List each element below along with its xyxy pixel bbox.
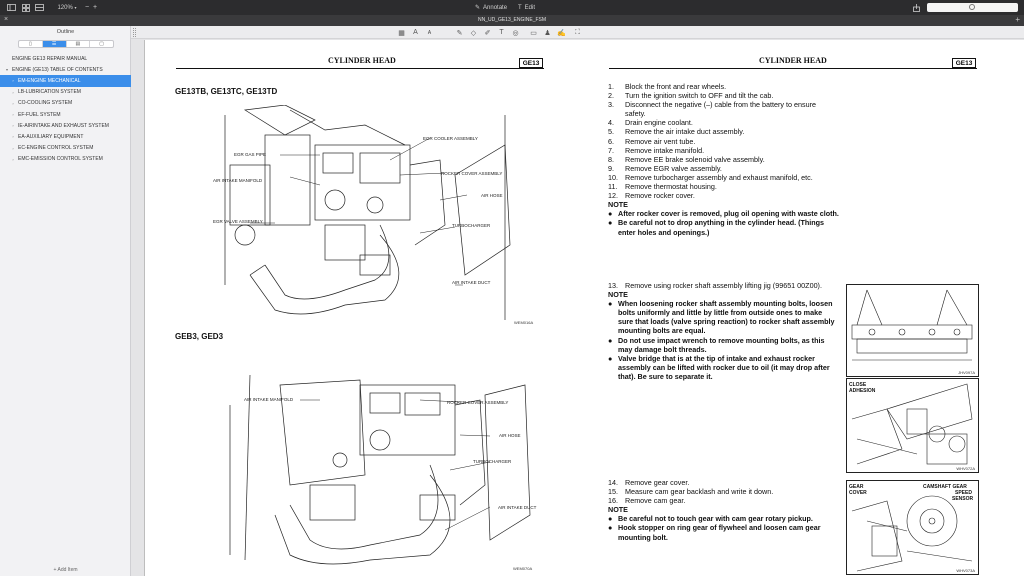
procedure-step (608, 182, 843, 191)
note-text: After rocker cover is removed, plug oil opening with waste cloth. (618, 209, 839, 219)
procedure-step (608, 82, 843, 91)
procedure-step (608, 137, 843, 146)
outline-item-label: ENGINE GE13 REPAIR MANUAL (12, 55, 88, 62)
step-number: 9. (608, 163, 614, 173)
outline-item-label: ENGINE (GE13) TABLE OF CONTENTS (12, 66, 103, 73)
outline-item-label: IE-AIRINTAKE AND EXHAUST SYSTEM (18, 122, 109, 129)
step-text: Remove turbocharger assembly and exhaust manifold, etc. (625, 172, 813, 182)
outline-item-label: EF-FUEL SYSTEM (18, 111, 61, 118)
step-text: Remove intake manifold. (625, 145, 705, 155)
outline-item[interactable] (0, 98, 131, 109)
chevron-icon[interactable]: › (12, 112, 14, 118)
note-label: NOTE (608, 200, 628, 210)
step-text: Remove rocker cover. (625, 191, 695, 201)
left-heading-rule (176, 68, 544, 69)
lifting-jig-figure (846, 284, 979, 377)
note-item (608, 299, 836, 335)
top-toolbar (0, 0, 1024, 15)
step-number: 2. (608, 91, 614, 101)
fig-label: SENSOR (952, 496, 974, 502)
pen-icon[interactable]: ✐ (484, 29, 491, 37)
document-view[interactable] (131, 39, 1024, 576)
annotation-toolbar (131, 26, 1024, 39)
font-icon[interactable]: A (413, 29, 418, 36)
note-item (608, 523, 838, 541)
step-text: Remove gear cover. (625, 478, 690, 487)
step-text: Remove EE brake solenoid valve assembly. (625, 154, 765, 164)
fig-tag: WHV073A (956, 568, 975, 573)
step-text: Remove thermostat housing. (625, 182, 717, 192)
fig1-label: AIR INTAKE DUCT (452, 280, 491, 285)
note-item (608, 209, 843, 218)
model-heading-a: GE13TB, GE13TC, GE13TD (175, 87, 278, 96)
note-item (608, 218, 843, 236)
pdf-page (144, 40, 1024, 576)
signature-icon[interactable]: ✍ (557, 29, 566, 37)
bullet-icon: ● (608, 209, 613, 219)
procedure-step (608, 173, 843, 182)
model-heading-b: GEB3, GED3 (175, 332, 224, 341)
procedure-step (608, 146, 843, 155)
procedure-steps-b (608, 281, 836, 381)
bullet-icon: ● (608, 335, 613, 345)
fig2-tag: WEM070A (513, 566, 533, 571)
step-number: 13. (608, 281, 618, 290)
text-box-icon[interactable]: T (499, 29, 504, 36)
step-number: 3. (608, 100, 614, 110)
step-number: 4. (608, 118, 614, 128)
step-text: Remove EGR valve assembly. (625, 163, 722, 173)
search-input[interactable] (927, 3, 1018, 12)
outline-item-label: LB-LUBRICATION SYSTEM (18, 89, 81, 96)
crop-icon[interactable]: ⛶ (575, 28, 580, 36)
left-section-badge: GE13 (519, 58, 543, 68)
comment-icon[interactable]: ▭ (530, 29, 537, 37)
highlight-text-icon[interactable]: ᴀ (427, 29, 432, 36)
fig2-label: TURBOCHARGER (473, 459, 512, 464)
outline-list (0, 53, 131, 165)
document-title: NN_UD_GE13_ENGINE_FSM (477, 17, 547, 23)
chevron-icon[interactable]: › (12, 145, 14, 151)
outline-item-label: EC-ENGINE CONTROL SYSTEM (18, 145, 94, 152)
outline-item[interactable] (0, 143, 131, 154)
fig-label: GEAR (849, 484, 864, 490)
grid-view-icon[interactable] (21, 3, 31, 12)
left-page-heading: CYLINDER HEAD (328, 56, 396, 65)
step-number: 15. (608, 487, 618, 497)
step-number: 5. (608, 127, 614, 137)
step-number: 10. (608, 172, 618, 182)
document-tab-bar (0, 15, 1024, 26)
outline-item-label: CO-COOLING SYSTEM (18, 100, 73, 107)
chevron-down-icon: ▾ (74, 5, 77, 10)
fig1-label: EGR GAS PIPE (234, 152, 267, 157)
text-select-icon[interactable]: ▦ (398, 29, 405, 37)
procedure-step (608, 496, 838, 505)
close-icon[interactable]: × (4, 16, 9, 23)
note-item (608, 354, 836, 381)
annotations-icon[interactable]: ▤ (67, 41, 91, 47)
outline-item[interactable] (0, 87, 131, 98)
outline-item[interactable] (0, 154, 131, 165)
fig1-label: AIR INTAKE MANIFOLD (213, 178, 263, 183)
new-tab-icon[interactable]: + (1015, 15, 1020, 24)
pen-icon: ✎ (475, 5, 481, 11)
step-number: 6. (608, 136, 614, 146)
procedure-step (608, 91, 843, 100)
bullet-icon: ● (608, 523, 613, 533)
outline-item[interactable] (0, 64, 131, 75)
fig2-label: AIR INTAKE DUCT (498, 505, 537, 510)
note-label: NOTE (608, 505, 628, 515)
procedure-step (608, 100, 843, 109)
note-text: Valve bridge that is at the tip of intake and exhaust rocker assembly can be lifted with rocker due to oil (it may drop after that). Be sure to separate it. (618, 353, 830, 381)
chevron-icon[interactable]: › (12, 100, 14, 106)
gear-cover-figure (846, 480, 979, 575)
step-text: Remove cam gear. (625, 496, 686, 506)
page-view-icon[interactable] (34, 3, 44, 12)
outline-item-label: EM-ENGINE MECHANICAL (18, 77, 81, 84)
fig-label: ADHESION (849, 388, 876, 394)
procedure-step (608, 127, 843, 136)
step-number (608, 109, 625, 118)
sidebar-header: Outline (56, 29, 75, 35)
zoom-in-button[interactable]: + (92, 4, 98, 11)
fig2-label: ROCKER COVER ASSEMBLY (447, 400, 509, 405)
edit-button[interactable]: T Edit (518, 4, 536, 11)
procedure-step (608, 164, 843, 173)
fig-label: CAMSHAFT GEAR (923, 484, 967, 490)
outline-list-icon[interactable]: ☰ (43, 41, 67, 47)
bullet-icon: ● (608, 514, 613, 524)
procedure-step (608, 191, 843, 200)
outline-item[interactable] (0, 131, 131, 142)
fig1-label: EGR COOLER ASSEMBLY (423, 136, 478, 141)
step-number: 11. (608, 182, 618, 192)
chevron-icon[interactable]: ▾ (5, 67, 8, 73)
sidebar-view-switcher (18, 40, 114, 48)
fig1-label: TURBOCHARGER (452, 223, 491, 228)
outline-item-label: EMC-EMISSION CONTROL SYSTEM (18, 156, 103, 163)
note-text: When loosening rocker shaft assembly mounting bolts, loosen bolts uniformly and little by little from outside ones to make sure that loads (valve spring reaction) to rocker shaft assembly mounting bolts are equal. (618, 299, 835, 336)
procedure-step (608, 118, 843, 127)
outline-item[interactable] (0, 109, 131, 120)
step-text: Drain engine coolant. (625, 118, 693, 128)
bookmark-icon[interactable]: ▯ (19, 41, 43, 47)
procedure-step (608, 487, 838, 496)
drag-handle[interactable] (133, 28, 136, 37)
fig1-label: AIR HOSE (481, 193, 503, 198)
bullet-icon: ● (608, 353, 613, 363)
sidebar-toggle-icon[interactable] (6, 3, 16, 12)
chevron-icon[interactable]: › (12, 123, 14, 129)
zoom-out-button[interactable]: − (84, 4, 90, 11)
annotate-button[interactable]: ✎ Annotate (475, 4, 508, 11)
chevron-icon[interactable]: › (12, 134, 14, 140)
bullet-icon: ● (608, 218, 613, 228)
fig1-label: EGR VALVE ASSEMBLY (213, 219, 263, 224)
step-number: 7. (608, 145, 614, 155)
step-text: safety. (625, 109, 646, 119)
note-item (608, 336, 836, 354)
step-text: Measure cam gear backlash and write it down. (625, 487, 774, 497)
note-text: Hook stopper on ring gear of flywheel and loosen cam gear mounting bolt. (618, 523, 821, 542)
right-section-badge: GE13 (952, 58, 976, 68)
step-text: Block the front and rear wheels. (625, 82, 727, 91)
procedure-step (608, 155, 843, 164)
shapes-icon[interactable]: ◎ (512, 29, 519, 37)
note-text: Be careful not to touch gear with cam gear rotary pickup. (618, 514, 813, 524)
procedure-step (608, 478, 838, 487)
note-text: Do not use impact wrench to remove mounting bolts, as this may damage bolt threads. (618, 335, 825, 354)
fig-label: CLOSE (849, 382, 867, 388)
fig1-tag: WEM016A (514, 320, 534, 325)
procedure-step (608, 109, 843, 118)
fig-label: SPEED (955, 490, 972, 496)
step-number: 1. (608, 82, 614, 91)
fig-tag: JHV097A (958, 370, 975, 375)
valve-bridge-figure (846, 378, 979, 473)
step-number: 16. (608, 496, 618, 506)
stamp-icon[interactable]: ♟ (544, 29, 551, 37)
outline-item-label: EA-AUXILIARY EQUIPMENT (18, 133, 84, 140)
step-number: 14. (608, 478, 618, 487)
step-text: Remove using rocker shaft assembly lifting jig (99651 00Z00). (625, 281, 822, 290)
note-label: NOTE (608, 290, 628, 300)
pencil-icon[interactable]: ✎ (456, 29, 463, 37)
search-icon (969, 4, 975, 10)
outline-item[interactable] (0, 53, 131, 64)
eraser-icon[interactable]: ◇ (470, 29, 477, 37)
outline-item[interactable] (0, 75, 131, 86)
fig-tag: WHV072A (956, 466, 975, 471)
zoom-select[interactable]: 120% ▾ (57, 4, 77, 11)
add-item-button[interactable]: + Add Item (53, 567, 78, 573)
share-icon[interactable] (912, 3, 920, 12)
bullet-icon: ● (608, 299, 613, 309)
step-number: 8. (608, 154, 614, 164)
fig2-label: AIR HOSE (499, 433, 521, 438)
fig2-label: AIR INTAKE MANIFOLD (244, 397, 294, 402)
chevron-icon[interactable]: › (12, 89, 14, 95)
step-text: Disconnect the negative (–) cable from the battery to ensure (625, 100, 816, 110)
procedure-steps-a (608, 82, 843, 237)
note-item (608, 514, 838, 523)
outline-item[interactable] (0, 120, 131, 131)
text-edit-icon: T (518, 4, 522, 11)
chevron-icon[interactable]: › (12, 78, 14, 84)
step-text: Turn the ignition switch to OFF and tilt the cab. (625, 91, 774, 101)
chevron-icon[interactable]: › (12, 156, 14, 162)
note-text: Be careful not to drop anything in the cylinder head. (Things enter holes and openings.) (618, 218, 825, 237)
procedure-steps-c (608, 478, 838, 542)
step-text: Remove the air intake duct assembly. (625, 127, 745, 137)
right-page-heading: CYLINDER HEAD (759, 56, 827, 65)
outline-sidebar (0, 26, 131, 576)
step-text: Remove air vent tube. (625, 136, 696, 146)
fig1-label: ROCKER COVER ASSEMBLY (441, 171, 503, 176)
right-heading-rule (609, 68, 977, 69)
engine-figure-2 (220, 365, 540, 570)
fig-label: COVER (849, 490, 867, 496)
thumbnails-icon[interactable]: ▢ (99, 41, 104, 47)
step-number: 12. (608, 191, 618, 201)
